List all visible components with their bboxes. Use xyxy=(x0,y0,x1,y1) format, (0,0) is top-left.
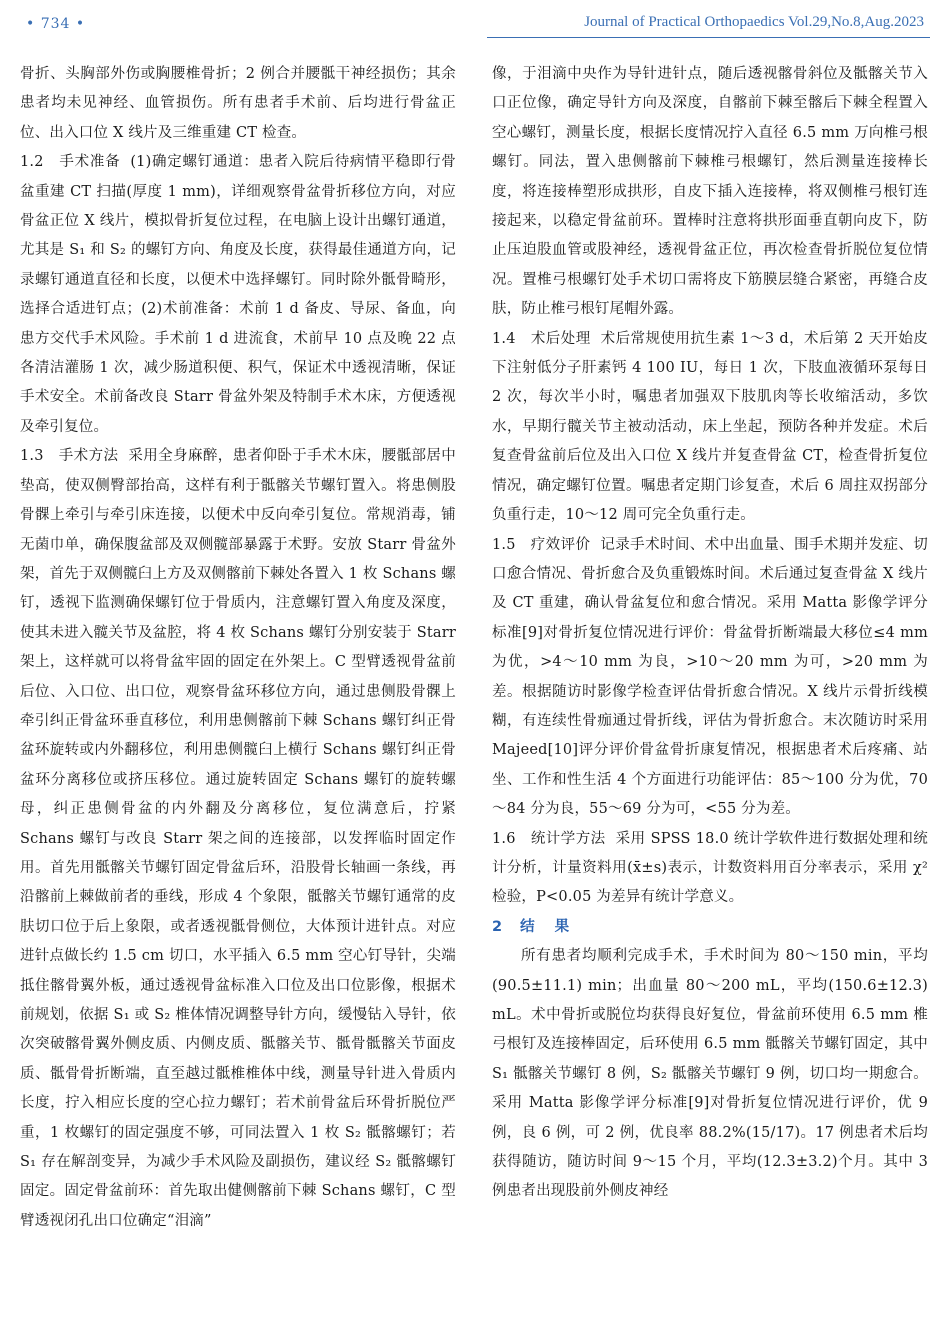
section-1-4-heading: 1.4 术后处理 xyxy=(492,330,591,347)
section-1-6 xyxy=(492,825,928,913)
results-paragraph: 所有患者均顺利完成手术，手术时间为 80～150 min，平均(90.5±11.1) min；出血量 80～200 mL，平均(150.6±12.3) mL。术中骨折或脱位均获得良好复位，骨盆前环使用 6.5 mm 椎弓根钉及连接棒固定，后环使用 6.5 mm 骶髂关节螺钉固定，其中 S₁ 骶髂关节螺钉 8 例，S₂ 骶髂关节螺钉 9 例，切口均一期愈合。采用 Matta 影像学评分标准[9]对骨折复位情况进行评价，优 9 例，良 6 例，可 2 例，优良率 88.2%(15/17)。17 例患者术后均获得随访，随访时间 9～15 个月，平均(12.3±3.2)个月。其中 3 例患者出现股前外侧皮神经 xyxy=(492,948,928,1200)
section-2-heading xyxy=(492,913,928,942)
section-1-4-text: 术后常规使用抗生素 1～3 d，术后第 2 天开始皮下注射低分子肝素钙 4 100 IU，每日 1 次，下肢血液循环泵每日 2 次，每次半小时，嘱患者加强双下肢肌肉等长收缩活动，多饮水，早期行髋关节主被动活动，床上坐起，预防各种并发症。术后复查骨盆前后位及出入口位 X 线片并复查骨盆 CT，检查骨折复位情况，确定螺钉位置。嘱患者定期门诊复查，术后 6 周拄双拐部分负重行走，10～12 周可完全负重行走。 xyxy=(492,330,928,524)
paragraph-continuation: 像，于泪滴中央作为导针进针点，随后透视髂骨斜位及骶髂关节入口正位像，确定导针方向及深度，自髂前下棘至髂后下棘全程置入空心螺钉，测量长度，根据长度情况拧入直径 6.5 mm 万向椎弓根螺钉。同法，置入患侧髂前下棘椎弓根螺钉，然后测量连接棒长度，将连接棒塑形成拱形，自皮下插入连接棒，将双侧椎弓根钉连接起来，以稳定骨盆前环。置棒时注意将拱形面垂直朝向皮下，防止压迫股血管或股神经，透视骨盆正位，再次检查骨折脱位复位情况。置椎弓根螺钉处手术切口需将皮下筋膜层缝合紧密，再缝合皮肤，防止椎弓根钉尾帽外露。 xyxy=(492,66,928,318)
section-1-6-text: 采用 SPSS 18.0 统计学软件进行数据处理和统计分析，计量资料用(x̄±s)表示，计数资料用百分率表示，采用 χ² 检验，P<0.05 为差异有统计学意义。 xyxy=(492,830,928,906)
section-1-3-heading: 1.3 手术方法 xyxy=(20,448,119,465)
section-1-5-heading: 1.5 疗效评价 xyxy=(492,536,591,553)
header-rule xyxy=(487,37,930,38)
section-1-6-heading: 1.6 统计学方法 xyxy=(492,830,606,847)
left-column xyxy=(20,60,456,1320)
page-header xyxy=(0,0,950,44)
section-1-3 xyxy=(20,442,456,1236)
right-column xyxy=(492,60,928,1320)
journal-title: Journal of Practical Orthopaedics Vol.29,No.8,Aug.2023 xyxy=(584,14,924,30)
section-1-2-text: (1)确定螺钉通道：患者入院后待病情平稳即行骨盆重建 CT 扫描(厚度 1 mm)，详细观察骨盆骨折移位方向，对应骨盆正位 X 线片，模拟骨折复位过程，在电脑上设计出螺钉通道，尤其是 S₁ 和 S₂ 的螺钉方向、角度及长度，获得最佳通道方向，记录螺钉通道直径和长度，以便术中选择螺钉。同时除外骶骨畸形，选择合适进钉点；(2)术前准备：术前 1 d 备皮、导尿、备血，向患方交代手术风险。手术前 1 d 进流食，术前早 10 点及晚 22 点各清洁灌肠 1 次，减少肠道积便、积气，保证术中透视清晰，保证手术安全。术前备改良 Starr 骨盆外架及特制手术木床，方便透视及牵引复位。 xyxy=(20,154,456,435)
section-1-2-heading: 1.2 手术准备 xyxy=(20,154,121,171)
section-2-number: 2 xyxy=(492,918,503,935)
section-1-3-text: 采用全身麻醉，患者仰卧于手术木床，腰骶部居中垫高，使双侧臀部抬高，这样有利于骶髂关节螺钉置入。将患侧股骨髁上牵引与牵引床连接，以便术中反向牵引复位。常规消毒，铺无菌巾单，确保腹盆部及双侧髋部暴露于术野。安放 Starr 骨盆外架，首先于双侧髋臼上方及双侧髂前下棘处各置入 1 枚 Schans 螺钉，透视下监测确保螺钉位于骨质内，注意螺钉置入角度及深度，使其未进入髋关节及盆腔，将 4 枚 Schans 螺钉分别安装于 Starr 架上，这样就可以将骨盆牢固的固定在外架上。C 型臂透视骨盆前后位、入口位、出口位，观察骨盆环移位方向，通过患侧股骨髁上牵引纠正骨盆环垂直移位，利用患侧髂前下棘 Schans 螺钉纠正骨盆环旋转或内外翻移位，利用患侧髋臼上横行 Schans 螺钉纠正骨盆环分离移位或挤压移位。通过旋转固定 Schans 螺钉的旋转螺母，纠正患侧骨盆的内外翻及分离移位，复位满意后，拧紧 Schans 螺钉与改良 Starr 架之间的连接部，以发挥临时固定作用。首先用骶髂关节螺钉固定骨盆后环，沿股骨长轴画一条线，再沿髂前上棘做前者的垂线，形成 4 个象限，骶髂关节螺钉通常的皮肤切口位于后上象限，或者透视骶骨侧位，大体预计进针点。对应进针点做长约 1.5 cm 切口，水平插入 6.5 mm 空心钉导针，尖端抵住髂骨翼外板，通过透视骨盆标准入口位及出口位影像，根据术前规划，依据 S₁ 或 S₂ 椎体情况调整导针方向，缓慢钻入导针，依次突破髂骨翼外侧皮质、内侧皮质、骶髂关节、骶骨骶髂关节面皮质、骶骨骨折断端，直至越过骶椎椎体中线，测量导针进入骨质内长度，拧入相应长度的空心拉力螺钉；若术前骨盆后环骨折脱位严重，1 枚螺钉的固定强度不够，可同法置入 1 枚 S₂ 骶髂螺钉；若 S₁ 存在解剖变异，为减少手术风险及副损伤，建议经 S₂ 骶髂螺钉固定。固定骨盆前环：首先取出健侧髂前下棘 Schans 螺钉，C 型臂透视闭孔出口位确定“泪滴” xyxy=(20,448,456,1229)
section-1-2 xyxy=(20,148,456,442)
page-number: • 734 • xyxy=(26,16,86,32)
paragraph-intro: 骨折、头胸部外伤或胸腰椎骨折；2 例合并腰骶干神经损伤；其余患者均未见神经、血管损伤。所有患者手术前、后均进行骨盆正位、出入口位 X 线片及三维重建 CT 检查。 xyxy=(20,66,456,141)
section-1-4 xyxy=(492,325,928,531)
section-2-title: 结果 xyxy=(520,918,590,935)
section-1-5-text: 记录手术时间、术中出血量、围手术期并发症、切口愈合情况、骨折愈合及负重锻炼时间。术后通过复查骨盆 X 线片及 CT 重建，确认骨盆复位和愈合情况。采用 Matta 影像学评分标准[9]对骨折复位情况进行评价：骨盆骨折断端最大移位≤4 mm 为优，>4～10 mm 为良，>10～20 mm 为可，>20 mm 为差。根据随访时影像学检查评估骨折愈合情况。X 线片示骨折线模糊，有连续性骨痂通过骨折线，评估为骨折愈合。末次随访时采用 Majeed[10]评分评价骨盆骨折康复情况，根据患者术后疼痛、站坐、工作和性生活 4 个方面进行功能评估：85～100 分为优，70～84 分为良，55～69 分为可，<55 分为差。 xyxy=(492,536,928,818)
section-1-5 xyxy=(492,531,928,825)
